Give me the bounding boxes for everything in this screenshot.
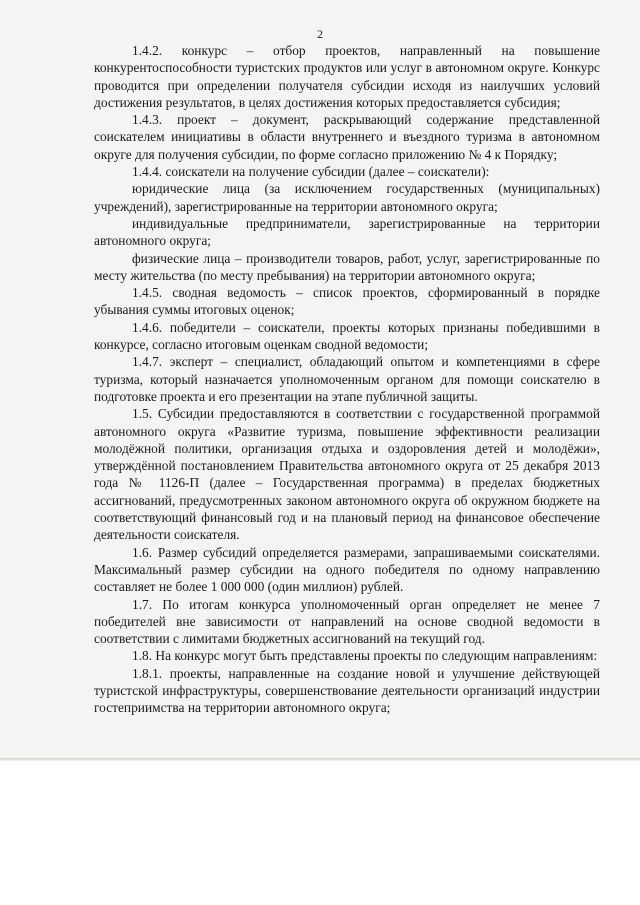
paragraph-1-5: 1.5. Субсидии предоставляются в соответствии с государственной программой автономного округа «Развитие туризма, повышение эффективности реализации молодёжной политики, организация отдыха и оздоровления детей и молодёжи», утверждённой постановлением Правительства автономного округа от 25 декабря 2013 года № 1126-П (далее – Государственная программа) в пределах бюджетных ассигнований, предусмотренных законом автономного округа об окружном бюджете на соответствующий финансовый год и на плановый период на финансовое обеспечение деятельности соискателя.	[94, 406, 600, 543]
paragraph-1-6: 1.6. Размер субсидий определяется размерами, запрашиваемыми соискателями. Максимальный размер субсидии на одного победителя по одному направлению составляет не более 1 000 000 (один миллион) рублей.	[94, 544, 600, 595]
paragraph-entrepreneurs: индивидуальные предприниматели, зарегистрированные на территории автономного округа;	[94, 215, 600, 249]
document-body	[94, 42, 600, 717]
page-number: 2	[317, 27, 323, 41]
paragraph-1-4-7: 1.4.7. эксперт – специалист, обладающий опытом и компетенциями в сфере туризма, который назначается уполномоченным органом для помощи соискателю в подготовке проекта и его презентации на этапе публичной защиты.	[94, 354, 600, 404]
scan-edge	[0, 758, 640, 762]
paragraph-1-8-1: 1.8.1. проекты, направленные на создание новой и улучшение действующей туристской инфраструктуры, совершенствование деятельности организаций индустрии гостеприимства на территории автономного округа;	[94, 665, 600, 716]
paragraph-individuals: физические лица – производители товаров, работ, услуг, зарегистрированные по месту жительства (по месту пребывания) на территории автономного округа;	[94, 250, 600, 283]
paragraph-1-4-6: 1.4.6. победители – соискатели, проекты которых признаны победившими в конкурсе, согласно итоговым оценкам сводной ведомости;	[94, 319, 600, 353]
paragraph-1-4-5: 1.4.5. сводная ведомость – список проектов, сформированный в порядке убывания суммы итоговых оценок;	[94, 285, 600, 318]
paragraph-1-4-4: 1.4.4. соискатели на получение субсидии (далее – соискатели):	[132, 164, 490, 180]
paragraph-1-4-2: 1.4.2. конкурс – отбор проектов, направленный на повышение конкурентоспособности туристских продуктов или услуг в автономном округе. Конкурс проводится при определении получателя субсидии исходя из наилучших условий достижения результатов, в целях достижения которых предоставляется субсидия;	[94, 43, 600, 110]
paragraph-1-8: 1.8. На конкурс могут быть представлены проекты по следующим направлениям:	[132, 648, 598, 664]
paragraph-legal-entities: юридические лица (за исключением государственных (муниципальных) учреждений), зарегистрированные на территории автономного округа;	[94, 181, 600, 214]
paragraph-1-4-3: 1.4.3. проект – документ, раскрывающий содержание представленной соискателем инициативы в области внутреннего и въездного туризма в автономном округе для получения субсидии, по форме согласно приложению № 4 к Порядку;	[94, 112, 600, 162]
paragraph-1-7: 1.7. По итогам конкурса уполномоченный орган определяет не менее 7 победителей вне зависимости от направлений на основе сводной ведомости в соответствии с лимитами бюджетных ассигнований на текущий год.	[94, 596, 600, 647]
